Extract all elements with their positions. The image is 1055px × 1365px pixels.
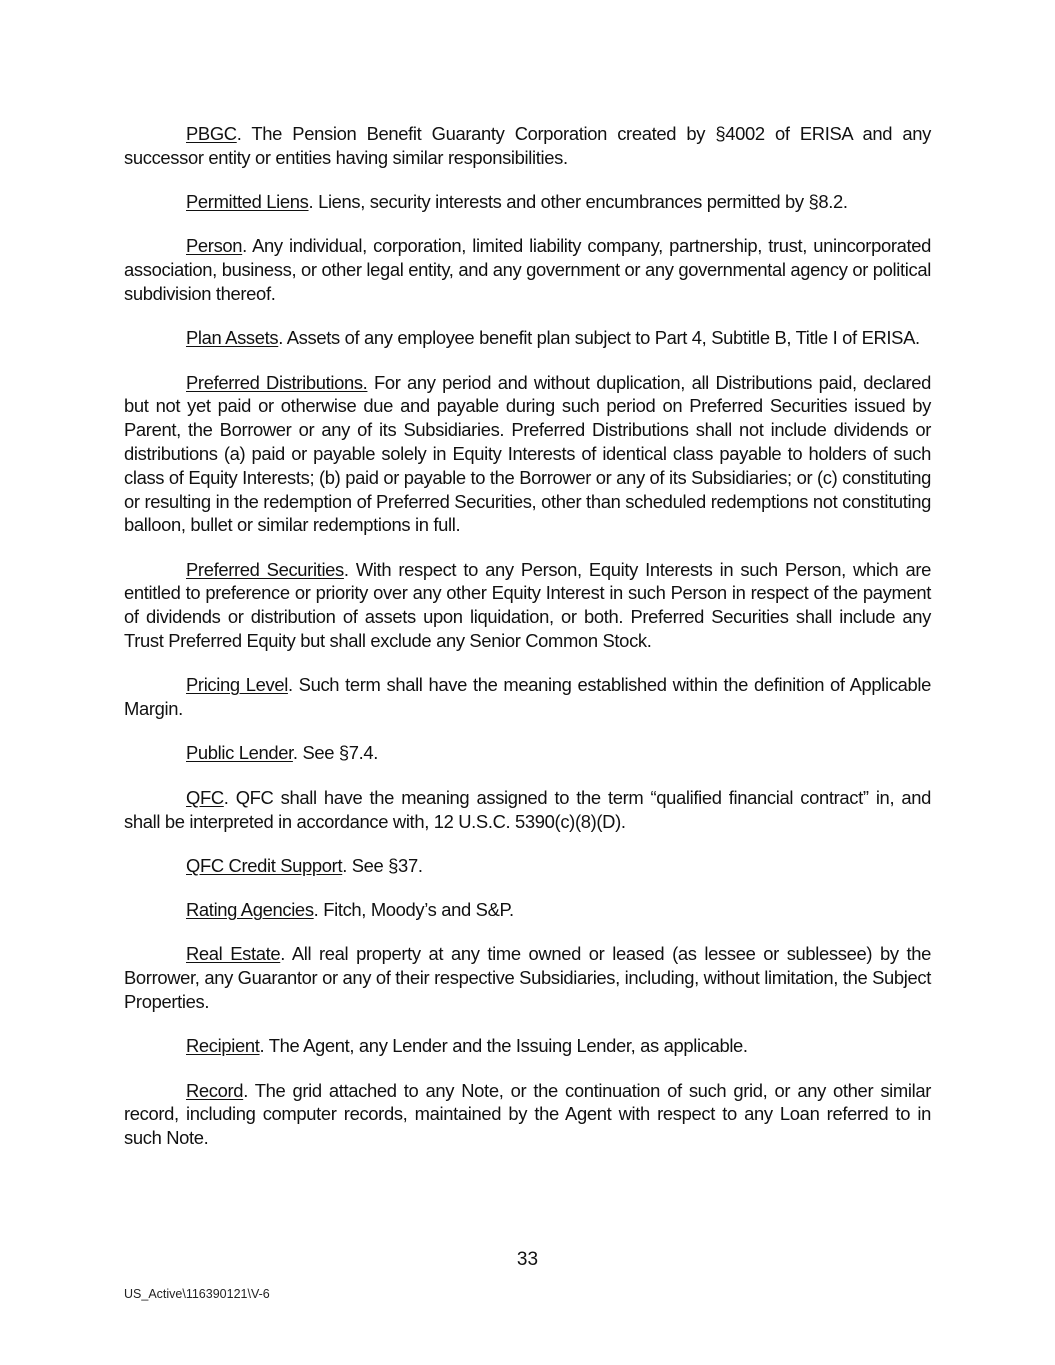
definition-text: Fitch, Moody’s and S&P. bbox=[323, 899, 514, 921]
definition-text: See §37. bbox=[351, 854, 423, 876]
definition-paragraph: Recipient. The Agent, any Lender and the Issuing Lender, as applicable. bbox=[186, 1035, 748, 1057]
definition-paragraph: Plan Assets. Assets of any employee benefit plan subject to Part 4, Subtitle B, Title I of ERISA. bbox=[186, 327, 920, 349]
definition-text: The grid attached to any Note, or the continuation of such grid, or any other similar record, including computer records, maintained by the Agent with respect to any Loan referred to in such Note. bbox=[124, 1079, 932, 1149]
page-number: 33 bbox=[516, 1249, 539, 1270]
definition-text: For any period and without duplication, all Distributions paid, declared but not yet paid or otherwise due and payable during such period on Preferred Securities issued by Parent, the Borrower or any of its Subsidiaries. Preferred Distributions shall not include dividends or distributions (a) paid or payable solely in Equity Interests of identical class payable to holders of such class of Equity Interests; (b) paid or payable to the Borrower or any of its Subsidiaries; or (c) constituting or resulting in the redemption of Preferred Securities, other than scheduled redemptions not constituting balloon, bullet or similar redemptions in full. bbox=[124, 371, 931, 536]
defined-term: Pricing Level bbox=[186, 674, 288, 696]
definition-paragraph: Person. Any individual, corporation, limited liability company, partnership, trust, unincorporated association, business, or other legal entity, and any government or any governmental agency or political subdivision thereof. bbox=[124, 235, 931, 304]
defined-term: QFC Credit Support bbox=[186, 854, 343, 876]
definition-paragraph: Permitted Liens. Liens, security interests and other encumbrances permitted by §8.2. bbox=[186, 191, 848, 213]
definition-paragraph: Rating Agencies. Fitch, Moody’s and S&P. bbox=[186, 899, 514, 921]
definition-paragraph: Preferred Securities. With respect to any Person, Equity Interests in such Person, which are entitled to preference or priority over any other Equity Interest in such Person in respect of the payment of dividends or distribution of assets upon liquidation, or both. Preferred Securities shall include any Trust Preferred Equity but shall exclude any Senior Common Stock. bbox=[124, 558, 931, 652]
definition-paragraph: Real Estate. All real property at any time owned or leased (as lessee or sublessee) by the Borrower, any Guarantor or any of their respective Subsidiaries, including, without limitation, the Subject Properties. bbox=[124, 943, 931, 1013]
defined-term: Record bbox=[186, 1079, 244, 1101]
document-footer-id: US_Active\116390121\V-6 bbox=[124, 1287, 270, 1301]
definition-paragraph: Pricing Level. Such term shall have the meaning established within the definition of Applicable Margin. bbox=[124, 674, 931, 720]
defined-term: Real Estate bbox=[186, 943, 281, 965]
definition-paragraph: PBGC. The Pension Benefit Guaranty Corporation created by §4002 of ERISA and any successor entity or entities having similar responsibilities. bbox=[124, 123, 932, 168]
defined-term: PBGC bbox=[186, 123, 237, 144]
defined-term: Preferred Distributions. bbox=[186, 371, 368, 393]
definition-text: With respect to any Person, Equity Interests in such Person, which are entitled to preference or priority over any other Equity Interest in such Person in respect of the payment of dividends or distribution of assets upon liquidation, or both. Preferred Securities shall include any Trust Preferred Equity but shall exclude any Senior Common Stock. bbox=[124, 558, 931, 652]
definition-text: Any individual, corporation, limited liability company, partnership, trust, unincorporated association, business, or other legal entity, and any government or any governmental agency or political subdivision thereof. bbox=[124, 235, 931, 304]
definition-text: All real property at any time owned or leased (as lessee or sublessee) by the Borrower, any Guarantor or any of their respective Subsidiaries, including, without limitation, the Subject Properties. bbox=[124, 943, 931, 1013]
definition-paragraph: QFC Credit Support. See §37. bbox=[186, 854, 423, 876]
definition-paragraph: Record. The grid attached to any Note, or the continuation of such grid, or any other similar record, including computer records, maintained by the Agent with respect to any Loan referred to in such Note. bbox=[124, 1079, 932, 1149]
definition-paragraph: QFC. QFC shall have the meaning assigned to the term “qualified financial contract” in, and shall be interpreted in accordance with, 12 U.S.C. 5390(c)(8)(D). bbox=[124, 786, 931, 832]
definition-text: QFC shall have the meaning assigned to the term “qualified financial contract” in, and shall be interpreted in accordance with, 12 U.S.C. 5390(c)(8)(D). bbox=[124, 786, 931, 832]
defined-term: Permitted Liens bbox=[186, 191, 309, 213]
definition-text: Liens, security interests and other encumbrances permitted by §8.2. bbox=[318, 191, 848, 213]
defined-term: Public Lender bbox=[186, 742, 293, 764]
definition-text: Such term shall have the meaning established within the definition of Applicable Margin. bbox=[124, 674, 931, 720]
definition-text: See §7.4. bbox=[302, 742, 379, 764]
definition-text: The Agent, any Lender and the Issuing Lender, as applicable. bbox=[268, 1035, 748, 1057]
definition-text: The Pension Benefit Guaranty Corporation created by §4002 of ERISA and any successor entity or entities having similar responsibilities. bbox=[124, 123, 932, 168]
defined-term: Preferred Securities bbox=[186, 558, 344, 580]
defined-term: Rating Agencies bbox=[186, 899, 314, 921]
defined-term: Recipient bbox=[186, 1035, 260, 1057]
defined-term: Plan Assets bbox=[186, 327, 279, 349]
definition-text: Assets of any employee benefit plan subject to Part 4, Subtitle B, Title I of ERISA. bbox=[286, 327, 920, 349]
defined-term: QFC bbox=[186, 786, 224, 808]
document-body bbox=[124, 122, 931, 1171]
defined-term: Person bbox=[186, 235, 243, 257]
definition-paragraph bbox=[124, 371, 931, 538]
definition-paragraph: Public Lender. See §7.4. bbox=[186, 742, 379, 764]
